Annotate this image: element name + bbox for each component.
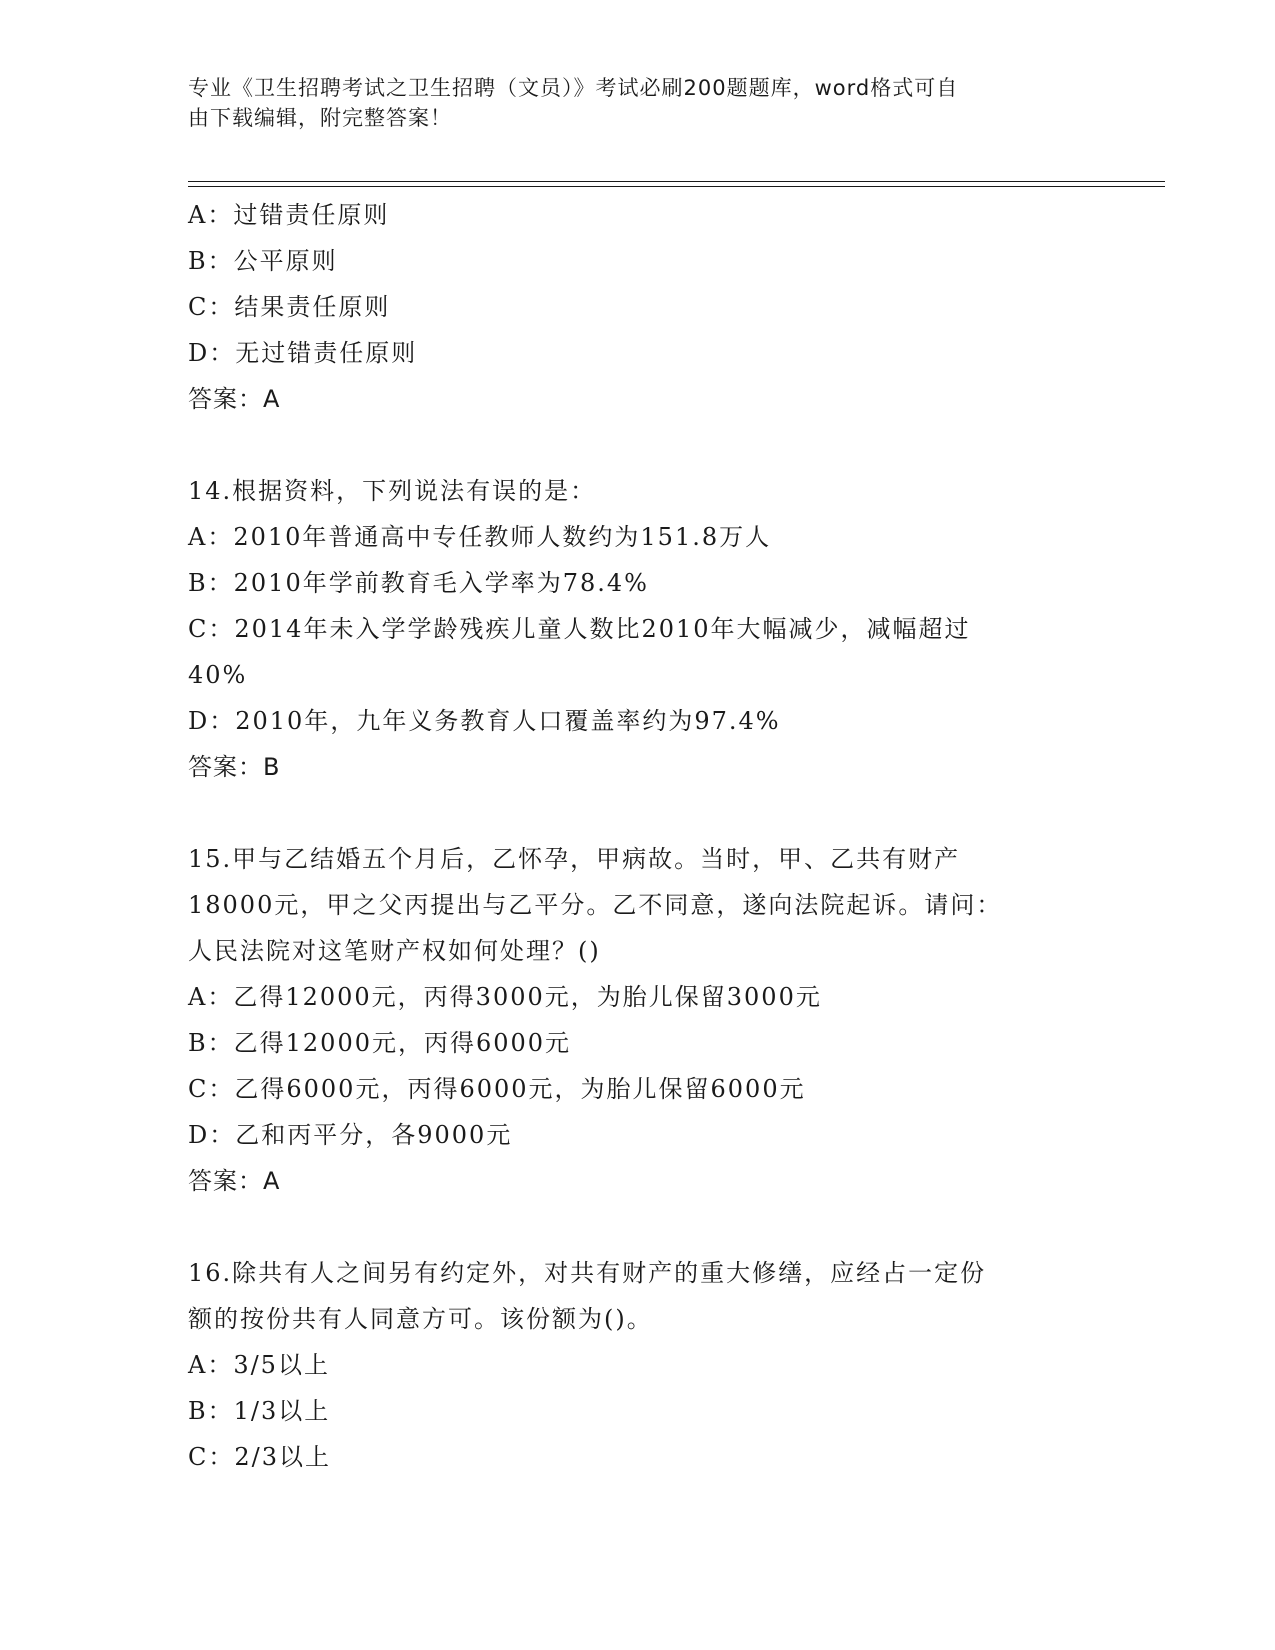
q13-option-c: C：结果责任原则: [188, 293, 391, 321]
q14-option-c-line-1: C：2014年未入学学龄残疾儿童人数比2010年大幅减少，减幅超过: [188, 615, 971, 643]
q13-option-a: A：过错责任原则: [188, 201, 390, 229]
q14-stem: 14.根据资料，下列说法有误的是：: [188, 477, 597, 505]
q16-stem-line-2: 额的按份共有人同意方可。该份额为()。: [188, 1305, 653, 1333]
spacer: [188, 422, 1088, 468]
q16-option-a: A：3/5以上: [188, 1351, 330, 1379]
q14-answer: 答案：B: [188, 753, 281, 781]
question-15-block: [188, 836, 1088, 1204]
document-header: [188, 73, 1068, 133]
q16-option-c: C：2/3以上: [188, 1443, 331, 1471]
q14-option-d: D：2010年，九年义务教育人口覆盖率约为97.4%: [188, 707, 781, 735]
header-line-1: 专业《卫生招聘考试之卫生招聘（文员）》考试必刷200题题库，word格式可自: [188, 76, 959, 100]
question-14-block: [188, 468, 1088, 790]
q15-option-d: D：乙和丙平分，各9000元: [188, 1121, 513, 1149]
q16-option-b: B：1/3以上: [188, 1397, 331, 1425]
q15-stem-line-1: 15.甲与乙结婚五个月后，乙怀孕，甲病故。当时，甲、乙共有财产: [188, 845, 961, 873]
q13-option-d: D：无过错责任原则: [188, 339, 418, 367]
q15-stem-line-2: 18000元，甲之父丙提出与乙平分。乙不同意，遂向法院起诉。请问：: [188, 891, 1003, 919]
q15-answer: 答案：A: [188, 1167, 281, 1195]
q14-option-a: A：2010年普通高中专任教师人数约为151.8万人: [188, 523, 772, 551]
header-line-2: 由下载编辑，附完整答案！: [188, 106, 452, 130]
question-16-block: [188, 1250, 1088, 1480]
header-rule-bottom: [188, 186, 1165, 187]
q14-option-b: B：2010年学前教育毛入学率为78.4%: [188, 569, 649, 597]
q13-option-b: B：公平原则: [188, 247, 338, 275]
q14-option-c-line-2: 40%: [188, 661, 248, 689]
q13-answer: 答案：A: [188, 385, 281, 413]
question-13-block: [188, 192, 1088, 422]
document-body: [188, 192, 1088, 1480]
spacer: [188, 790, 1088, 836]
q15-option-b: B：乙得12000元，丙得6000元: [188, 1029, 572, 1057]
q15-option-a: A：乙得12000元，丙得3000元，为胎儿保留3000元: [188, 983, 822, 1011]
header-rule-top: [188, 181, 1165, 182]
q16-stem-line-1: 16.除共有人之间另有约定外，对共有财产的重大修缮，应经占一定份: [188, 1259, 987, 1287]
spacer: [188, 1204, 1088, 1250]
q15-option-c: C：乙得6000元，丙得6000元，为胎儿保留6000元: [188, 1075, 806, 1103]
q15-stem-line-3: 人民法院对这笔财产权如何处理？(): [188, 937, 601, 965]
